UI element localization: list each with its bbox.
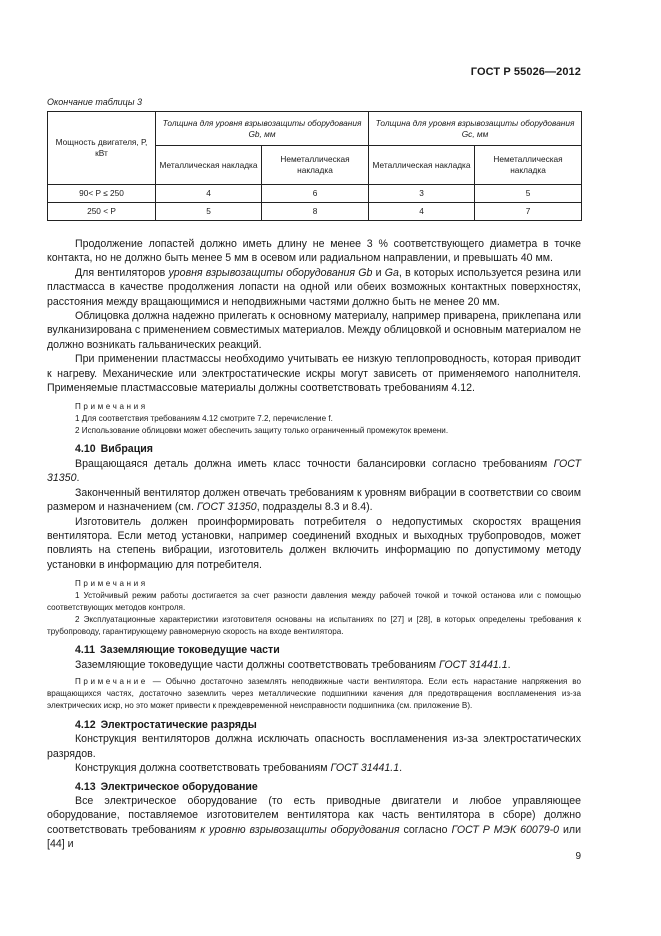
gb-metal-cell: 5 <box>156 203 262 221</box>
note <box>47 676 581 712</box>
gb-nonmetal-cell: 6 <box>262 185 369 203</box>
page-number: 9 <box>575 851 581 862</box>
notes-heading: Примечания <box>75 579 148 589</box>
paragraph: Заземляющие токоведущие части должны соответствовать требованиям ГОСТ 31441.1. <box>75 658 511 671</box>
paragraph: Для вентиляторов уровня взрывозащиты оборудования Gb и Ga, в которых используется резина или пластмасса в качестве продолжения лопасти на одной или обеих возможных контактных поверхностях, расстояния между вращающимися и неподвижными частями должно быть не менее 20 мм. <box>47 266 581 308</box>
note-item: 2 Эксплуатационные характеристики изготовителя основаны на испытаниях по [27] и [28], в которых определены требования к трубопроводу, гарантирующему равномерную скорость на входе вентилятора. <box>47 615 581 637</box>
section-heading-4-11: 4.11 Заземляющие токоведущие части <box>75 644 280 657</box>
paragraph: При применении пластмассы необходимо учитывать ее низкую теплопроводность, которая приводит к нагреву. Механические или электростатические искры могут зависеть от применяемого наполнителя. Применяемые пластмассовые материалы должны соответствовать требованиям 4.12. <box>47 353 581 395</box>
paragraph: Вращающаяся деталь должна иметь класс точности балансировки согласно требованиям ГОСТ 31350. <box>47 457 581 485</box>
power-column-header: Мощность двигателя, Р, кВт <box>48 112 156 185</box>
gb-group-header: Толщина для уровня взрывозащиты оборудования Gb, мм <box>156 112 369 146</box>
gc-nonmetal-header: Неметаллическая накладка <box>475 146 582 185</box>
paragraph: Все электрическое оборудование (то есть приводные двигатели и любое управляющее оборудование, поставляемое изготовителем вентилятора как часть вентилятора в сборе) должно соответствовать требованиям к уровню взрывозащиты оборудования согласно ГОСТ Р МЭК 60079-0 или [44] и <box>47 794 581 851</box>
thickness-table <box>47 111 582 221</box>
gb-metal-header: Металлическая накладка <box>156 146 262 185</box>
section-heading-4-13: 4.13 Электрическое оборудование <box>75 780 258 793</box>
notes-block <box>47 578 581 638</box>
gc-metal-cell: 4 <box>369 203 475 221</box>
power-cell: 250 < P <box>48 203 156 221</box>
notes-block <box>47 401 581 437</box>
gb-nonmetal-cell: 8 <box>262 203 369 221</box>
body-text <box>47 237 581 852</box>
note-heading: Примечание <box>75 676 148 686</box>
gc-metal-header: Металлическая накладка <box>369 146 475 185</box>
table-caption: Окончание таблицы 3 <box>47 97 142 107</box>
note-body: — Обычно достаточно заземлять неподвижные части вентилятора. Если есть нарастание напряжения во вращающихся частях, достаточно заземлить через металлические подшипники качения для предотвращения воспламенения из-за электрических искр, но это может привести к преждевременной неисправности подшипника (см. приложение В). <box>47 676 581 710</box>
notes-heading: Примечания <box>75 402 148 412</box>
power-cell: 90< P ≤ 250 <box>48 185 156 203</box>
document-id-header: ГОСТ Р 55026—2012 <box>470 66 581 78</box>
gb-nonmetal-header: Неметаллическая накладка <box>262 146 369 185</box>
paragraph: Конструкция должна соответствовать требованиям ГОСТ 31441.1. <box>75 762 403 775</box>
paragraph: Облицовка должна надежно прилегать к основному материалу, например приварена, приклепана или вулканизирована с применением совместимых материалов. Между облицовкой и основным материалом не должно возникать гальванических реакций. <box>47 310 581 351</box>
section-heading-4-12: 4.12 Электростатические разряды <box>75 718 257 731</box>
paragraph: Изготовитель должен проинформировать потребителя о недопустимых скоростях вращения вентилятора. Если метод установки, например соединений входных и выходных трубопроводов, может повлиять на степень вибрации, изготовитель должен включить информацию по допустимому методу установки в информацию для потребителя. <box>47 515 581 571</box>
section-heading-4-10: 4.10 Вибрация <box>75 443 153 456</box>
table-row <box>48 185 582 203</box>
note-item: 1 Для соответствия требованиям 4.12 смотрите 7.2, перечисление f. <box>75 414 333 424</box>
gc-nonmetal-cell: 7 <box>475 203 582 221</box>
gb-metal-cell: 4 <box>156 185 262 203</box>
note-item: 1 Устойчивый режим работы достигается за счет разности давления между рабочей точкой и точкой останова или с помощью соответствующих методов контроля. <box>47 591 581 613</box>
paragraph: Конструкция вентиляторов должна исключать опасность воспламенения из-за электростатических разрядов. <box>47 733 581 760</box>
gc-metal-cell: 3 <box>369 185 475 203</box>
note-item: 2 Использование облицовки может обеспечить защиту только ограниченный промежуток времени. <box>75 426 449 436</box>
paragraph: Продолжение лопастей должно иметь длину не менее 3 % соответствующего диаметра в точке контакта, но не должно быть менее 5 мм в осевом или радиальном направлении, и превышать 40 мм. <box>47 238 581 265</box>
table-row <box>48 203 582 221</box>
gc-group-header: Толщина для уровня взрывозащиты оборудования Gc, мм <box>369 112 582 146</box>
paragraph: Законченный вентилятор должен отвечать требованиям к уровням вибрации в соответствии со своим размером и назначением (см. ГОСТ 31350, подразделы 8.3 и 8.4). <box>47 486 581 514</box>
gc-nonmetal-cell: 5 <box>475 185 582 203</box>
